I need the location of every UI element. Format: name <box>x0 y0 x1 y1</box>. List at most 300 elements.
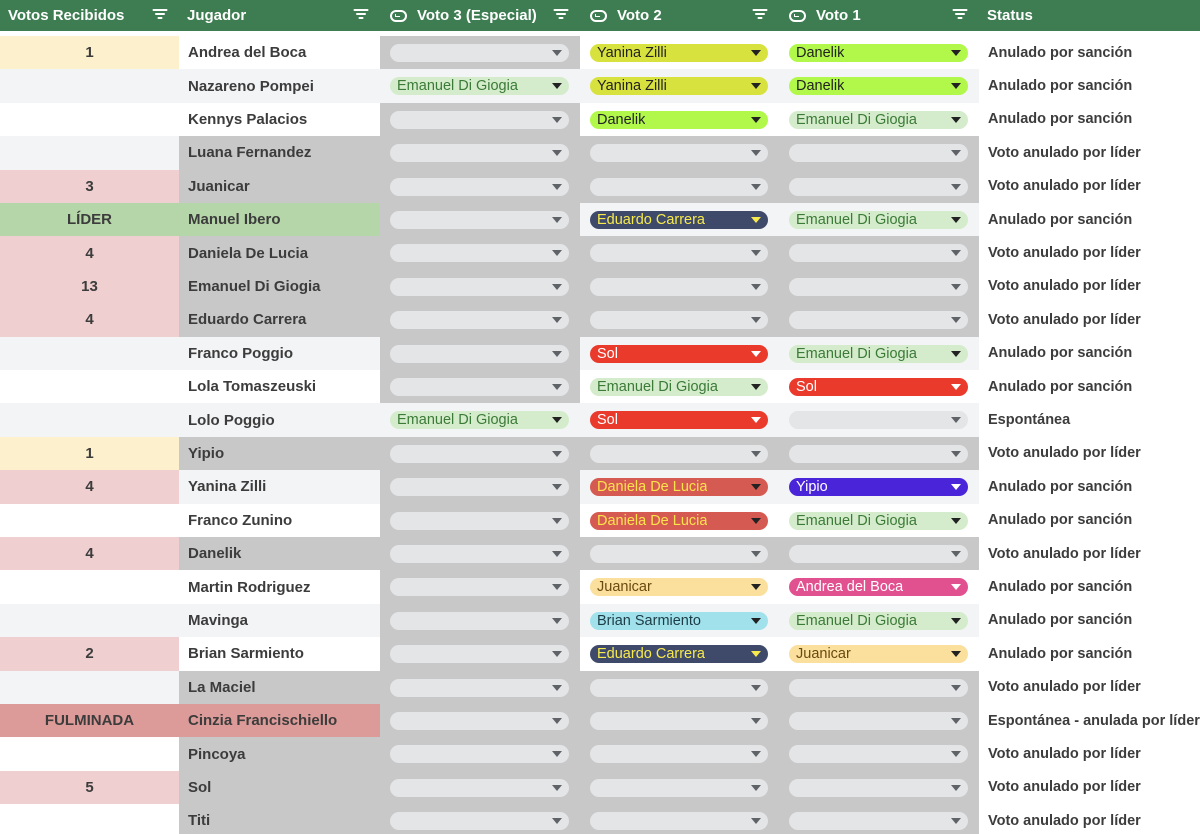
votes-received-cell[interactable]: 5 <box>0 771 179 804</box>
vote-dropdown[interactable] <box>789 445 968 463</box>
status-cell[interactable]: Anulado por sanción <box>979 504 1200 537</box>
vote-dropdown[interactable] <box>789 779 968 797</box>
vote-dropdown[interactable] <box>789 278 968 296</box>
vote-dropdown[interactable] <box>390 211 569 229</box>
filter-icon[interactable] <box>553 8 568 21</box>
vote-dropdown[interactable] <box>390 512 569 530</box>
player-cell[interactable]: Eduardo Carrera <box>179 303 380 336</box>
chevron-down-icon[interactable] <box>751 150 761 156</box>
vote-dropdown[interactable] <box>390 578 569 596</box>
vote-dropdown[interactable] <box>590 578 768 596</box>
vote-2-cell <box>580 136 779 169</box>
filter-icon[interactable] <box>353 8 368 21</box>
chevron-down-icon[interactable] <box>751 518 761 524</box>
vote-dropdown[interactable] <box>789 211 968 229</box>
votes-received-cell[interactable] <box>0 103 179 136</box>
vote-dropdown[interactable] <box>789 578 968 596</box>
votes-received-cell[interactable]: LÍDER <box>0 203 179 236</box>
vote-dropdown[interactable] <box>390 779 569 797</box>
header-row <box>0 0 1200 31</box>
vote-1-cell <box>779 604 979 637</box>
chevron-down-icon[interactable] <box>552 551 562 557</box>
chevron-down-icon[interactable] <box>751 117 761 123</box>
header-vote3[interactable] <box>380 0 580 31</box>
vote-dropdown[interactable] <box>789 144 968 162</box>
vote-2-cell <box>580 504 779 537</box>
vote-2-cell <box>580 570 779 603</box>
player-cell[interactable]: Brian Sarmiento <box>179 637 380 670</box>
vote-2-cell <box>580 437 779 470</box>
chevron-down-icon[interactable] <box>751 484 761 490</box>
vote-3-cell <box>380 337 580 370</box>
vote-dropdown[interactable] <box>590 478 768 496</box>
header-votes-received[interactable] <box>0 0 179 31</box>
votes-received-cell[interactable]: 4 <box>0 470 179 503</box>
table-row <box>0 337 1200 370</box>
status-cell[interactable]: Voto anulado por líder <box>979 537 1200 570</box>
vote-dropdown[interactable] <box>590 311 768 329</box>
vote-3-cell <box>380 704 580 737</box>
header-vote1[interactable] <box>779 0 979 31</box>
table-row <box>0 303 1200 336</box>
player-cell[interactable]: Luana Fernandez <box>179 136 380 169</box>
status-cell[interactable]: Voto anulado por líder <box>979 170 1200 203</box>
table-row <box>0 737 1200 770</box>
chevron-down-icon[interactable] <box>951 317 961 323</box>
vote-dropdown-value: Emanuel Di Giogia <box>796 512 917 529</box>
chevron-down-icon[interactable] <box>951 250 961 256</box>
header-player[interactable] <box>179 0 380 31</box>
chevron-down-icon[interactable] <box>751 818 761 824</box>
table-row <box>0 804 1200 834</box>
table-row <box>0 136 1200 169</box>
vote-dropdown-value: Emanuel Di Giogia <box>796 345 917 362</box>
votes-received-cell[interactable] <box>0 804 179 834</box>
chevron-down-icon[interactable] <box>951 83 961 89</box>
chevron-down-icon[interactable] <box>951 584 961 590</box>
vote-dropdown[interactable] <box>789 478 968 496</box>
table-row <box>0 537 1200 570</box>
chevron-down-icon[interactable] <box>751 751 761 757</box>
chevron-down-icon[interactable] <box>552 384 562 390</box>
vote-dropdown[interactable] <box>390 712 569 730</box>
vote-1-cell <box>779 470 979 503</box>
status-cell[interactable]: Anulado por sanción <box>979 103 1200 136</box>
chevron-down-icon[interactable] <box>951 384 961 390</box>
votes-received-cell[interactable]: 13 <box>0 270 179 303</box>
chevron-down-icon[interactable] <box>751 584 761 590</box>
chevron-down-icon[interactable] <box>751 451 761 457</box>
vote-1-cell <box>779 504 979 537</box>
status-cell[interactable]: Voto anulado por líder <box>979 737 1200 770</box>
vote-1-cell <box>779 303 979 336</box>
vote-1-cell <box>779 337 979 370</box>
votes-received-cell[interactable] <box>0 337 179 370</box>
votes-received-cell[interactable] <box>0 671 179 704</box>
chevron-down-icon[interactable] <box>751 618 761 624</box>
vote-dropdown[interactable] <box>390 745 569 763</box>
player-cell[interactable]: Pincoya <box>179 737 380 770</box>
vote-3-cell <box>380 537 580 570</box>
chevron-down-icon[interactable] <box>552 50 562 56</box>
header-player-label: Jugador <box>187 7 247 24</box>
header-vote3-label: Voto 3 (Especial) <box>417 7 537 24</box>
chevron-down-icon[interactable] <box>951 818 961 824</box>
vote-dropdown[interactable] <box>590 44 768 62</box>
player-cell[interactable]: Sol <box>179 771 380 804</box>
status-cell[interactable]: Espontánea - anulada por líder <box>979 704 1200 737</box>
vote-1-cell <box>779 170 979 203</box>
votes-received-cell[interactable]: 4 <box>0 236 179 269</box>
vote-dropdown-value: Eduardo Carrera <box>597 646 705 663</box>
vote-1-cell <box>779 704 979 737</box>
status-cell[interactable]: Voto anulado por líder <box>979 136 1200 169</box>
vote-3-cell <box>380 236 580 269</box>
vote-dropdown[interactable] <box>590 712 768 730</box>
votes-received-cell[interactable] <box>0 604 179 637</box>
vote-2-cell <box>580 203 779 236</box>
votes-received-cell[interactable] <box>0 69 179 102</box>
vote-dropdown[interactable] <box>390 411 569 429</box>
chevron-down-icon[interactable] <box>552 785 562 791</box>
vote-1-cell <box>779 203 979 236</box>
chevron-down-icon[interactable] <box>552 250 562 256</box>
votes-received-cell[interactable]: 1 <box>0 437 179 470</box>
chevron-down-icon[interactable] <box>552 718 562 724</box>
vote-dropdown[interactable] <box>390 812 569 830</box>
vote-dropdown[interactable] <box>590 779 768 797</box>
vote-3-cell <box>380 737 580 770</box>
vote-dropdown[interactable] <box>789 712 968 730</box>
votes-received-cell[interactable] <box>0 136 179 169</box>
vote-dropdown[interactable] <box>789 512 968 530</box>
player-cell[interactable]: Andrea del Boca <box>179 36 380 69</box>
vote-dropdown[interactable] <box>390 645 569 663</box>
status-cell[interactable]: Voto anulado por líder <box>979 303 1200 336</box>
status-cell[interactable]: Anulado por sanción <box>979 604 1200 637</box>
vote-dropdown[interactable] <box>390 545 569 563</box>
status-cell[interactable]: Anulado por sanción <box>979 637 1200 670</box>
chevron-down-icon[interactable] <box>552 584 562 590</box>
status-cell[interactable]: Voto anulado por líder <box>979 236 1200 269</box>
status-cell[interactable]: Anulado por sanción <box>979 470 1200 503</box>
chevron-down-icon[interactable] <box>951 618 961 624</box>
vote-dropdown-value: Sol <box>597 412 618 429</box>
chevron-down-icon[interactable] <box>751 83 761 89</box>
votes-received-cell[interactable] <box>0 403 179 436</box>
chevron-down-icon[interactable] <box>951 150 961 156</box>
vote-dropdown[interactable] <box>789 311 968 329</box>
chevron-down-icon[interactable] <box>552 751 562 757</box>
vote-dropdown[interactable] <box>390 144 569 162</box>
chevron-down-icon[interactable] <box>751 785 761 791</box>
vote-3-cell <box>380 69 580 102</box>
player-cell[interactable]: Mavinga <box>179 604 380 637</box>
vote-dropdown[interactable] <box>590 679 768 697</box>
chevron-down-icon[interactable] <box>951 518 961 524</box>
vote-dropdown[interactable] <box>590 111 768 129</box>
chevron-down-icon[interactable] <box>951 785 961 791</box>
header-vote1-label: Voto 1 <box>816 7 861 24</box>
vote-1-cell <box>779 403 979 436</box>
player-cell[interactable]: Daniela De Lucia <box>179 236 380 269</box>
vote-dropdown[interactable] <box>789 411 968 429</box>
filter-icon[interactable] <box>952 8 967 21</box>
status-cell[interactable]: Anulado por sanción <box>979 203 1200 236</box>
chevron-down-icon[interactable] <box>951 284 961 290</box>
vote-dropdown[interactable] <box>789 111 968 129</box>
status-cell[interactable]: Anulado por sanción <box>979 36 1200 69</box>
chevron-down-icon[interactable] <box>751 250 761 256</box>
chevron-down-icon[interactable] <box>751 384 761 390</box>
player-cell[interactable]: Emanuel Di Giogia <box>179 270 380 303</box>
vote-2-cell <box>580 69 779 102</box>
chevron-down-icon[interactable] <box>951 718 961 724</box>
chevron-down-icon[interactable] <box>951 551 961 557</box>
vote-3-cell <box>380 437 580 470</box>
vote-dropdown-value: Yanina Zilli <box>597 45 667 61</box>
chevron-down-icon[interactable] <box>552 818 562 824</box>
chevron-down-icon[interactable] <box>951 184 961 190</box>
vote-dropdown[interactable] <box>390 612 569 630</box>
status-cell[interactable]: Voto anulado por líder <box>979 270 1200 303</box>
vote-dropdown[interactable] <box>590 244 768 262</box>
chevron-down-icon[interactable] <box>751 685 761 691</box>
vote-dropdown[interactable] <box>590 77 768 95</box>
vote-2-cell <box>580 737 779 770</box>
vote-dropdown[interactable] <box>390 478 569 496</box>
player-cell[interactable]: Juanicar <box>179 170 380 203</box>
chevron-down-icon[interactable] <box>951 50 961 56</box>
status-cell[interactable]: Anulado por sanción <box>979 570 1200 603</box>
vote-dropdown[interactable] <box>789 679 968 697</box>
votes-received-cell[interactable]: 2 <box>0 637 179 670</box>
chevron-down-icon[interactable] <box>552 217 562 223</box>
vote-1-cell <box>779 637 979 670</box>
table-row <box>0 170 1200 203</box>
vote-dropdown[interactable] <box>789 645 968 663</box>
chevron-down-icon[interactable] <box>751 317 761 323</box>
chevron-down-icon[interactable] <box>951 351 961 357</box>
vote-dropdown[interactable] <box>390 445 569 463</box>
vote-dropdown[interactable] <box>590 278 768 296</box>
vote-1-cell <box>779 437 979 470</box>
player-cell[interactable]: Kennys Palacios <box>179 103 380 136</box>
vote-dropdown[interactable] <box>789 178 968 196</box>
status-cell[interactable]: Voto anulado por líder <box>979 671 1200 704</box>
vote-dropdown[interactable] <box>390 77 569 95</box>
chevron-down-icon[interactable] <box>951 117 961 123</box>
filter-icon[interactable] <box>152 8 167 21</box>
player-cell[interactable]: Martin Rodriguez <box>179 570 380 603</box>
vote-dropdown[interactable] <box>590 645 768 663</box>
header-vote2[interactable] <box>580 0 779 31</box>
vote-dropdown[interactable] <box>590 812 768 830</box>
chevron-down-icon[interactable] <box>951 651 961 657</box>
vote-dropdown[interactable] <box>789 612 968 630</box>
chevron-down-icon[interactable] <box>552 518 562 524</box>
chevron-down-icon[interactable] <box>552 184 562 190</box>
vote-dropdown[interactable] <box>390 679 569 697</box>
chevron-down-icon[interactable] <box>951 417 961 423</box>
chevron-down-icon[interactable] <box>552 117 562 123</box>
vote-2-cell <box>580 637 779 670</box>
votes-received-cell[interactable] <box>0 737 179 770</box>
vote-dropdown[interactable] <box>390 311 569 329</box>
player-cell[interactable]: Manuel Ibero <box>179 203 380 236</box>
vote-dropdown-value: Daniela De Lucia <box>597 479 708 496</box>
chevron-down-icon[interactable] <box>751 351 761 357</box>
vote-dropdown[interactable] <box>789 44 968 62</box>
vote-1-cell <box>779 370 979 403</box>
chevron-down-icon[interactable] <box>552 451 562 457</box>
player-cell[interactable]: Yanina Zilli <box>179 470 380 503</box>
status-cell[interactable]: Voto anulado por líder <box>979 437 1200 470</box>
votes-received-cell[interactable] <box>0 370 179 403</box>
vote-2-cell <box>580 36 779 69</box>
header-status-label: Status <box>987 7 1033 24</box>
chevron-down-icon[interactable] <box>552 284 562 290</box>
vote-dropdown-value: Daniela De Lucia <box>597 512 708 529</box>
chevron-down-icon[interactable] <box>751 217 761 223</box>
player-cell[interactable]: La Maciel <box>179 671 380 704</box>
vote-3-cell <box>380 103 580 136</box>
table-row <box>0 604 1200 637</box>
vote-2-cell <box>580 370 779 403</box>
vote-2-cell <box>580 804 779 834</box>
table-row <box>0 771 1200 804</box>
vote-1-cell <box>779 236 979 269</box>
votes-received-cell[interactable]: 4 <box>0 303 179 336</box>
vote-dropdown[interactable] <box>789 545 968 563</box>
status-cell[interactable]: Espontánea <box>979 403 1200 436</box>
votes-received-cell[interactable] <box>0 504 179 537</box>
chevron-down-icon[interactable] <box>552 685 562 691</box>
vote-1-cell <box>779 270 979 303</box>
vote-3-cell <box>380 170 580 203</box>
vote-dropdown[interactable] <box>590 144 768 162</box>
vote-3-cell <box>380 671 580 704</box>
vote-dropdown[interactable] <box>789 345 968 363</box>
chevron-down-icon[interactable] <box>751 50 761 56</box>
chevron-down-icon[interactable] <box>751 718 761 724</box>
vote-dropdown[interactable] <box>789 812 968 830</box>
vote-dropdown[interactable] <box>390 378 569 396</box>
vote-dropdown[interactable] <box>390 44 569 62</box>
chevron-down-icon[interactable] <box>751 417 761 423</box>
vote-dropdown[interactable] <box>390 111 569 129</box>
chevron-down-icon[interactable] <box>552 317 562 323</box>
vote-dropdown[interactable] <box>390 244 569 262</box>
chevron-down-icon[interactable] <box>552 484 562 490</box>
vote-dropdown-value: Brian Sarmiento <box>597 612 701 629</box>
vote-dropdown[interactable] <box>590 445 768 463</box>
vote-dropdown[interactable] <box>590 211 768 229</box>
vote-dropdown-value: Juanicar <box>796 646 851 663</box>
chevron-down-icon[interactable] <box>951 451 961 457</box>
status-cell[interactable]: Anulado por sanción <box>979 370 1200 403</box>
votes-received-cell[interactable]: 1 <box>0 36 179 69</box>
dropdown-chip-icon <box>590 10 607 22</box>
chevron-down-icon[interactable] <box>751 651 761 657</box>
vote-1-cell <box>779 737 979 770</box>
table-row <box>0 671 1200 704</box>
votes-received-cell[interactable]: 4 <box>0 537 179 570</box>
chevron-down-icon[interactable] <box>951 484 961 490</box>
status-cell[interactable]: Anulado por sanción <box>979 337 1200 370</box>
player-cell[interactable]: Franco Zunino <box>179 504 380 537</box>
player-cell[interactable]: Lola Tomaszeuski <box>179 370 380 403</box>
votes-received-cell[interactable]: 3 <box>0 170 179 203</box>
player-cell[interactable]: Cinzia Francischiello <box>179 704 380 737</box>
vote-dropdown[interactable] <box>789 745 968 763</box>
votes-received-cell[interactable] <box>0 570 179 603</box>
player-cell[interactable]: Nazareno Pompei <box>179 69 380 102</box>
chevron-down-icon[interactable] <box>951 751 961 757</box>
vote-dropdown[interactable] <box>590 378 768 396</box>
table-row <box>0 270 1200 303</box>
vote-dropdown-value: Danelik <box>796 45 845 61</box>
vote-1-cell <box>779 671 979 704</box>
player-cell[interactable]: Titi <box>179 804 380 834</box>
chevron-down-icon[interactable] <box>751 284 761 290</box>
vote-3-cell <box>380 303 580 336</box>
table-row <box>0 570 1200 603</box>
votes-received-cell[interactable]: FULMINADA <box>0 704 179 737</box>
chevron-down-icon[interactable] <box>552 351 562 357</box>
vote-dropdown-value: Yanina Zilli <box>597 78 667 95</box>
vote-dropdown-value: Juanicar <box>597 579 652 596</box>
status-cell[interactable]: Voto anulado por líder <box>979 771 1200 804</box>
status-cell[interactable]: Voto anulado por líder <box>979 804 1200 834</box>
player-cell[interactable]: Yipio <box>179 437 380 470</box>
vote-dropdown[interactable] <box>390 278 569 296</box>
chevron-down-icon[interactable] <box>552 618 562 624</box>
vote-dropdown[interactable] <box>789 77 968 95</box>
chevron-down-icon[interactable] <box>751 551 761 557</box>
player-cell[interactable]: Danelik <box>179 537 380 570</box>
dropdown-chip-icon <box>789 10 806 22</box>
header-status[interactable] <box>979 0 1200 31</box>
vote-dropdown[interactable] <box>789 244 968 262</box>
chevron-down-icon[interactable] <box>951 217 961 223</box>
chevron-down-icon[interactable] <box>552 150 562 156</box>
vote-dropdown[interactable] <box>789 378 968 396</box>
filter-icon[interactable] <box>752 8 767 21</box>
chevron-down-icon[interactable] <box>552 417 562 423</box>
status-cell[interactable]: Anulado por sanción <box>979 69 1200 102</box>
vote-dropdown[interactable] <box>590 512 768 530</box>
vote-dropdown[interactable] <box>590 178 768 196</box>
chevron-down-icon[interactable] <box>951 685 961 691</box>
vote-3-cell <box>380 370 580 403</box>
player-cell[interactable]: Franco Poggio <box>179 337 380 370</box>
chevron-down-icon[interactable] <box>552 83 562 89</box>
chevron-down-icon[interactable] <box>552 651 562 657</box>
vote-dropdown[interactable] <box>590 345 768 363</box>
vote-dropdown-value: Sol <box>796 379 817 395</box>
player-cell[interactable]: Lolo Poggio <box>179 403 380 436</box>
chevron-down-icon[interactable] <box>751 184 761 190</box>
vote-dropdown[interactable] <box>390 345 569 363</box>
vote-dropdown[interactable] <box>590 545 768 563</box>
vote-2-cell <box>580 771 779 804</box>
vote-dropdown[interactable] <box>590 745 768 763</box>
vote-dropdown[interactable] <box>590 411 768 429</box>
vote-dropdown[interactable] <box>390 178 569 196</box>
vote-dropdown[interactable] <box>590 612 768 630</box>
table-row <box>0 504 1200 537</box>
